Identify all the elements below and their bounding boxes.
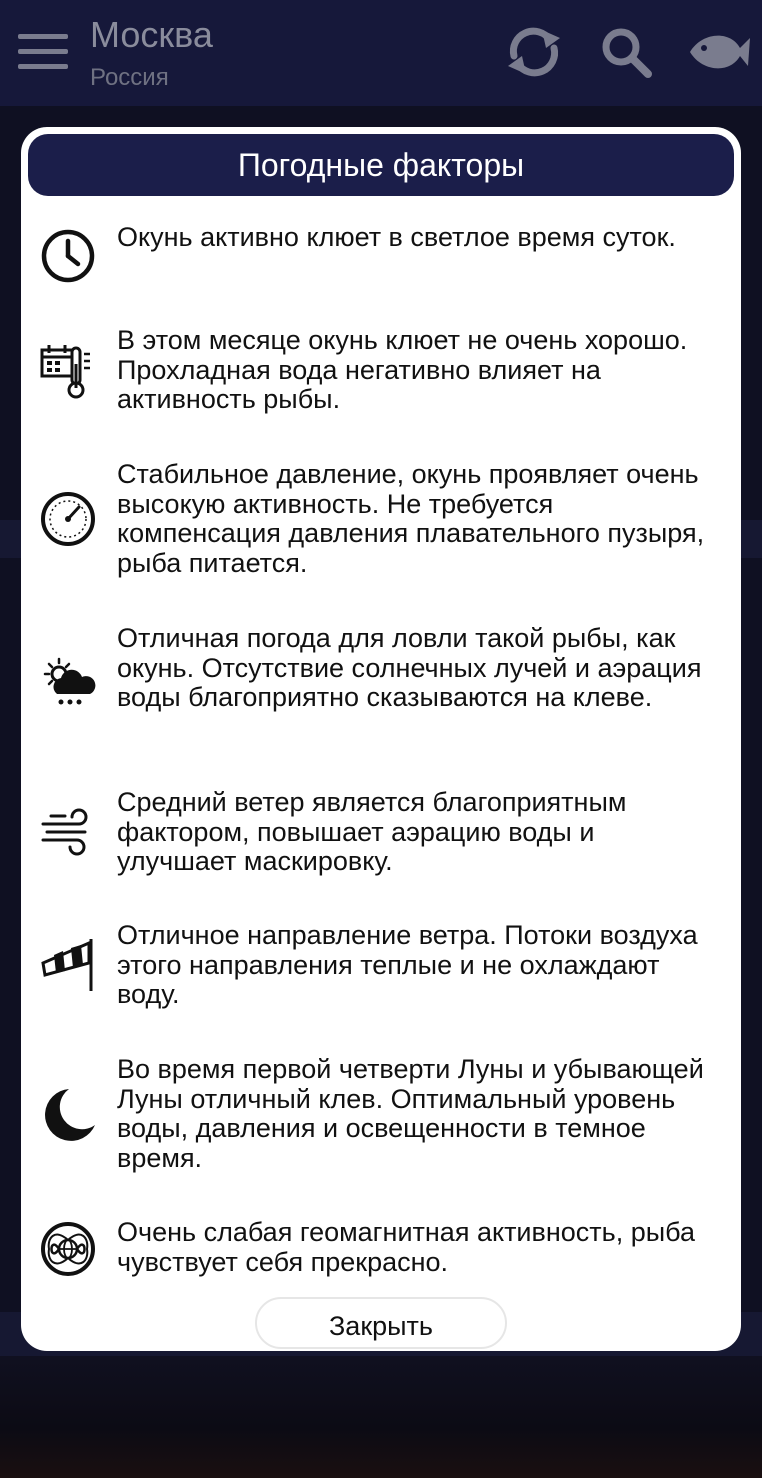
calendar-thermometer-icon [39,342,97,400]
refresh-icon[interactable] [502,26,566,78]
geomagnetic-icon [39,1220,97,1278]
cloud-sun-rain-icon [39,654,97,712]
factor-text: Отличная погода для ловли такой рыбы, как окунь. Отсутствие солнечных лучей и аэрация воды благоприятно сказываются на клеве. [117,623,702,712]
factor-text: Очень слабая геомагнитная активность, рыба чувствует себя прекрасно. [117,1217,696,1277]
menu-icon[interactable] [18,34,68,70]
moon-icon [39,1085,97,1143]
factor-text: Стабильное давление, окунь проявляет очень высокую активность. Не требуется компенсация давления плавательного пузыря, рыба питается. [117,459,705,578]
windsock-icon [39,935,97,993]
country-name: Россия [90,64,169,91]
wind-icon [39,802,97,860]
dialog-title: Погодные факторы [28,134,734,196]
factor-text: Средний ветер является благоприятным фактором, повышает аэрацию воды и улучшает маскировку. [117,787,627,876]
fish-icon[interactable] [686,26,752,78]
clock-icon [39,227,97,285]
factor-text: Во время первой четверти Луны и убывающей Луны отличный клев. Оптимальный уровень воды, давления и освещенности в темное время. [117,1054,704,1173]
background-footer [0,1356,762,1478]
barometer-icon [39,490,97,548]
city-name[interactable]: Москва [90,14,213,55]
weather-factors-dialog [21,127,741,1351]
factor-text: Отличное направление ветра. Потоки воздуха этого направления теплые и не охлаждают воду. [117,920,698,1009]
close-button[interactable]: Закрыть [255,1297,507,1349]
factor-text: В этом месяце окунь клюет не очень хорошо. Прохладная вода негативно влияет на активность рыбы. [117,325,688,414]
factor-text: Окунь активно клюет в светлое время суток. [117,222,676,252]
app-bar [0,0,762,106]
search-icon[interactable] [600,26,654,80]
